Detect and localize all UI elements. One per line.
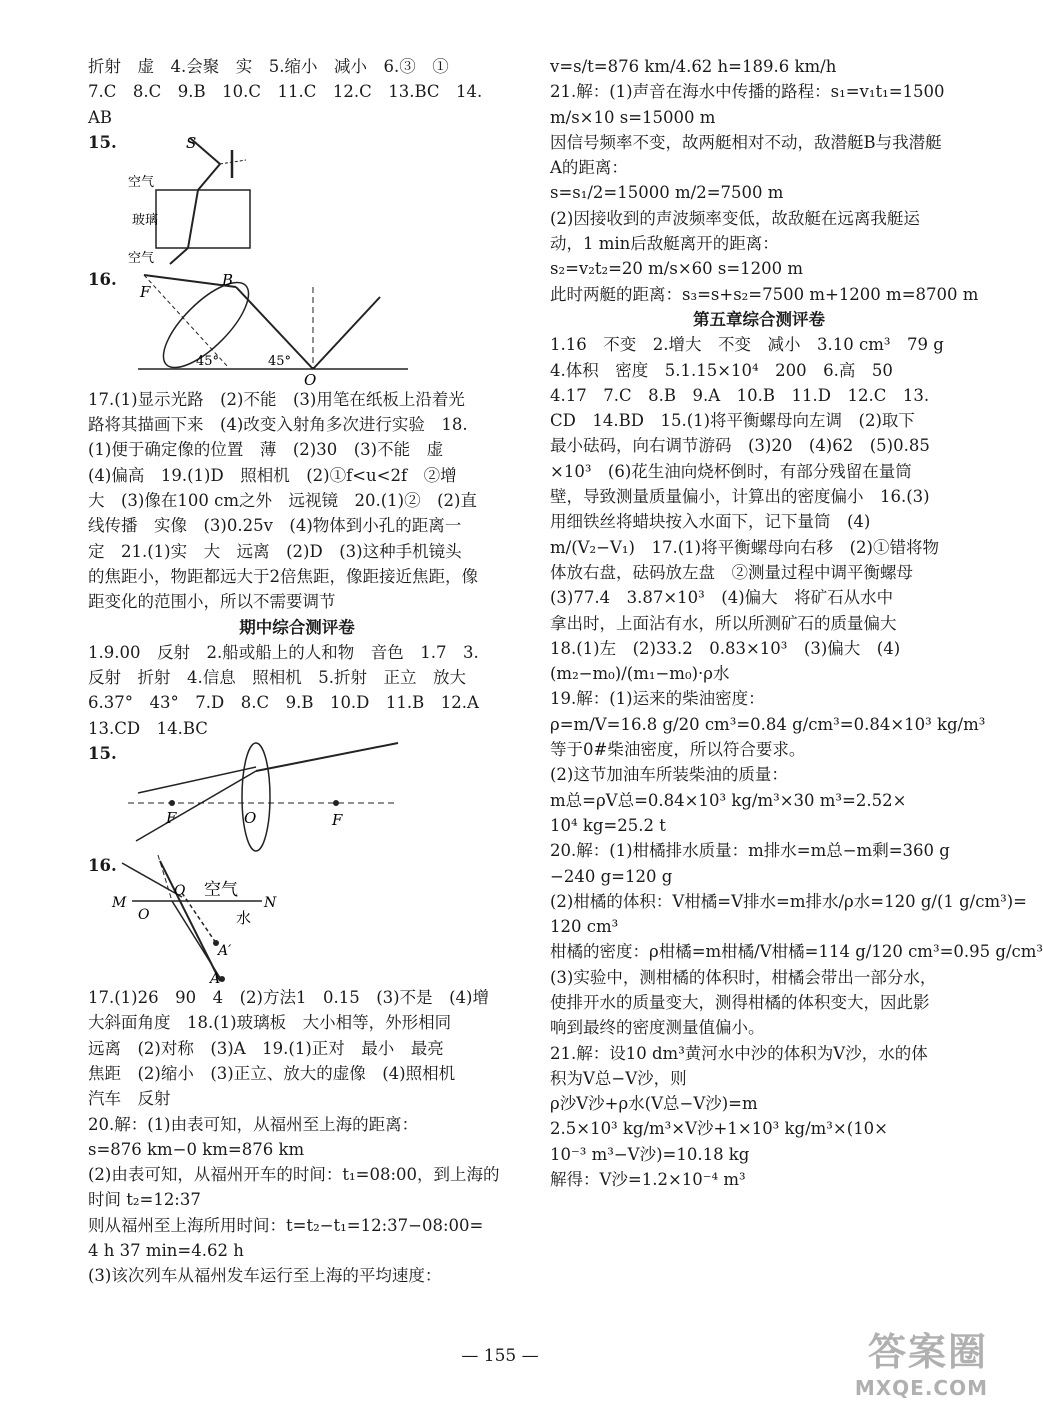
text-line: 解得：V沙=1.2×10⁻⁴ m³ [550,1170,746,1190]
convex-lens-diagram [88,741,506,853]
text-line: s=876 km−0 km=876 km [88,1139,305,1159]
text-line: A的距离： [550,158,628,178]
text-line: m/s×10 s=15000 m [550,107,716,127]
watermark-text: 答案圈 [867,1330,988,1374]
text-line: 17.(1)26 90 4 (2)方法1 0.15 (3)不是 (4)增 [88,988,489,1008]
glass-block [156,190,250,248]
text-line: 1.16 不变 2.增大 不变 减小 3.10 cm³ 79 g [550,335,944,355]
text-line: (3)77.4 3.87×10³ (4)偏大 将矿石从水中 [550,588,894,608]
glass-block-diagram [128,130,308,267]
text-line: 大 (3)像在100 cm之外 远视镜 20.(1)② (2)直 [88,491,477,511]
text-line: 120 cm³ [550,917,619,937]
text-line: 4 h 37 min=4.62 h [88,1241,244,1261]
figure-number: 15. [88,744,117,764]
ray-to-a [160,861,220,981]
text-line: 距变化的范围小，所以不需要调节 [88,592,336,612]
text-line: 13.CD 14.BC [88,718,208,738]
point-label: A′ [218,943,232,960]
text-line: (2)由表可知，从福州开车的时间：t₁=08:00，到上海的 [88,1165,500,1185]
section-title: 第五章综合测评卷 [693,309,825,329]
text-line: m总=ρV总=0.84×10³ kg/m³×30 m³=2.52× [550,790,907,810]
refraction-water-diagram [88,853,506,988]
refracted-ray [188,190,198,248]
text-line: (m₂−m₀)/(m₁−m₀)·ρ水 [550,664,730,684]
text-line: ×10³ (6)花生油向烧杯倒时，有部分残留在量筒 [550,461,912,481]
text-line: CD 14.BD 15.(1)将平衡螺母向左调 (2)取下 [550,411,915,431]
text-line: 远离 (2)对称 (3)A 19.(1)正对 最小 最亮 [88,1038,444,1058]
text-line: 20.解：(1)柑橘排水质量：m排水=m总−m剩=360 g [550,841,950,861]
text-line: 10⁻³ m³−V沙)=10.18 kg [550,1144,750,1164]
text-line: 4.体积 密度 5.1.15×10⁴ 200 6.高 50 [550,360,893,380]
text-line: (2)这节加油车所装柴油的质量： [550,765,788,785]
incident-ray [138,767,256,793]
refraction-glass-diagram [88,130,506,267]
text-line: 20.解：(1)由表可知，从福州至上海的距离： [88,1114,419,1134]
text-line: 最小砝码，向右调节游码 (3)20 (4)62 (5)0.85 [550,436,930,456]
text-line: 时间 t₂=12:37 [88,1190,201,1210]
medium-label: 空气 [128,250,155,266]
medium-label: 水 [236,909,252,928]
point-label: M [112,895,127,912]
point-label: N [264,895,277,912]
text-line: (3)实验中，测柑橘的体积时，柑橘会带出一部分水， [550,967,937,987]
text-line: ρ=m/V=16.8 g/20 cm³=0.84 g/cm³=0.84×10³ kg/m³ [550,714,986,734]
text-line: 积为V总−V沙，则 [550,1068,687,1088]
point-label: F [166,809,177,828]
lens-mirror-diagram [88,267,506,387]
watermark-logo [855,1321,988,1400]
medium-label: 空气 [128,174,155,190]
lens-ray-diagram [118,741,438,853]
text-line: 1.9.00 反射 2.船或船上的人和物 音色 1.7 3. [88,642,479,662]
angle-label: 45° [268,353,292,369]
incident-ray [136,771,256,841]
text-line: 响到最终的密度测量值偏小。 [550,1018,765,1038]
text-line: 2.5×10³ kg/m³×V沙+1×10³ kg/m³×(10× [550,1119,889,1139]
text-line: (3)该次列车从福州发车运行至上海的平均速度： [88,1266,442,1286]
lens-reflection-diagram [118,267,498,387]
text-line: 6.37° 43° 7.D 8.C 9.B 10.D 11.B 12.A [88,693,479,713]
text-line: 17.(1)显示光路 (2)不能 (3)用笔在纸板上沿着光 [88,389,465,409]
right-column [550,54,1043,1192]
text-line: s=s₁/2=15000 m/2=7500 m [550,183,784,203]
point-label: O [174,883,186,900]
text-line: 壁，导致测量质量偏小，计算出的密度偏小 16.(3) [550,487,930,507]
focal-point [333,800,339,806]
text-line: 10⁴ kg=25.2 t [550,815,666,835]
text-line: 大斜面角度 18.(1)玻璃板 大小相等，外形相同 [88,1013,452,1033]
text-line: 线传播 实像 (3)0.25v (4)物体到小孔的距离一 [88,516,462,536]
focal-point [169,800,175,806]
text-line: 4.17 7.C 8.B 9.A 10.B 11.D 12.C 13. [550,385,930,405]
incident-ray [122,863,182,897]
text-line: 体放右盘，砝码放左盘 ②测量过程中调平衡螺母 [550,562,913,582]
point-label: O [138,907,150,924]
text-line: 拿出时，上面沾有水，所以所测矿石的质量偏大 [550,613,897,633]
point-label: F [140,282,151,301]
text-line: (2)因接收到的声波频率变低，故敌艇在远离我艇运 [550,208,920,228]
text-line: 折射 虚 4.会聚 实 5.缩小 减小 6.③ ① [88,57,449,76]
text-line: 7.C 8.C 9.B 10.C 11.C 12.C 13.BC 14. [88,82,483,102]
refracted-ray [256,743,398,771]
text-line: s₂=v₂t₂=20 m/s×60 s=1200 m [550,259,804,279]
text-line: 等于0#柴油密度，所以符合要求。 [550,740,806,760]
watermark-url: MXQE.COM [854,1376,988,1400]
point-label: S [186,133,197,152]
text-line: 焦距 (2)缩小 (3)正立、放大的虚像 (4)照相机 [88,1063,456,1083]
text-line: (4)偏高 19.(1)D 照相机 (2)①f<u<2f ②增 [88,465,457,485]
text-line: 使排开水的质量变大，测得柑橘的体积变大，因此影 [550,992,930,1012]
text-line: −240 g=120 g [550,866,673,886]
text-line: 动，1 min后敌艇离开的距离： [550,234,779,254]
point-label: O [244,809,257,828]
text-line: (2)柑橘的体积：V柑橘=V排水=m排水/ρ水=120 g/(1 g/cm³)= [550,891,1028,911]
angle-label: 45° [196,353,220,369]
text-line: 汽车 反射 [88,1089,171,1109]
text-line: 18.(1)左 (2)33.2 0.83×10³ (3)偏大 (4) [550,638,901,658]
point-label: O [304,370,317,389]
emergent-ray [170,248,188,264]
text-line: 柑橘的密度：ρ柑橘=m柑橘/V柑橘=114 g/120 cm³=0.95 g/cm³ [550,942,1043,962]
text-line: ρ沙V沙+ρ水(V总−V沙)=m [550,1094,758,1114]
text-line: 19.解：(1)运来的柴油密度： [550,689,765,709]
text-line: 则从福州至上海所用时间：t=t₂−t₁=12:37−08:00= [88,1215,484,1235]
point-label: B [222,270,234,289]
reflected-ray [198,164,220,190]
text-line: 的焦距小，物距都远大于2倍焦距，像距接近焦距，像 [88,566,478,586]
figure-number: 16. [88,856,117,876]
text-line: 路将其描画下来 (4)改变入射角多次进行实验 18. [88,415,468,435]
text-line: AB [88,107,113,127]
text-line: 21.解：设10 dm³黄河水中沙的体积为V沙，水的体 [550,1043,928,1063]
point-label: F [332,811,343,830]
text-line: v=s/t=876 km/4.62 h=189.6 km/h [550,57,837,76]
text-line: 定 21.(1)实 大 远离 (2)D (3)这种手机镜头 [88,541,462,561]
medium-label: 空气 [204,880,238,901]
figure-number: 15. [88,132,117,152]
page-number: — 155 — [461,1346,539,1366]
text-line: 此时两艇的距离：s₃=s+s₂=7500 m+1200 m=8700 m [550,284,979,304]
text-line: (1)便于确定像的位置 薄 (2)30 (3)不能 虚 [88,440,444,460]
figure-number: 16. [88,269,117,289]
medium-label: 玻璃 [132,212,159,228]
left-column [88,54,506,1289]
water-refraction-diagram [112,853,312,988]
convex-lens [242,743,270,851]
text-line: 因信号频率不变，故两艇相对不动，敌潜艇B与我潜艇 [550,132,942,152]
reflected-ray [313,297,380,369]
text-line: 反射 折射 4.信息 照相机 5.折射 正立 放大 [88,668,466,688]
point-label: A [210,971,221,988]
section-title: 期中综合测评卷 [239,617,355,637]
text-line: 21.解：(1)声音在海水中传播的路程：s₁=v₁t₁=1500 [550,82,945,102]
text-line: 用细铁丝将蜡块按入水面下，记下量筒 (4) [550,512,871,532]
text-line: m/(V₂−V₁) 17.(1)将平衡螺母向右移 (2)①错将物 [550,537,939,557]
